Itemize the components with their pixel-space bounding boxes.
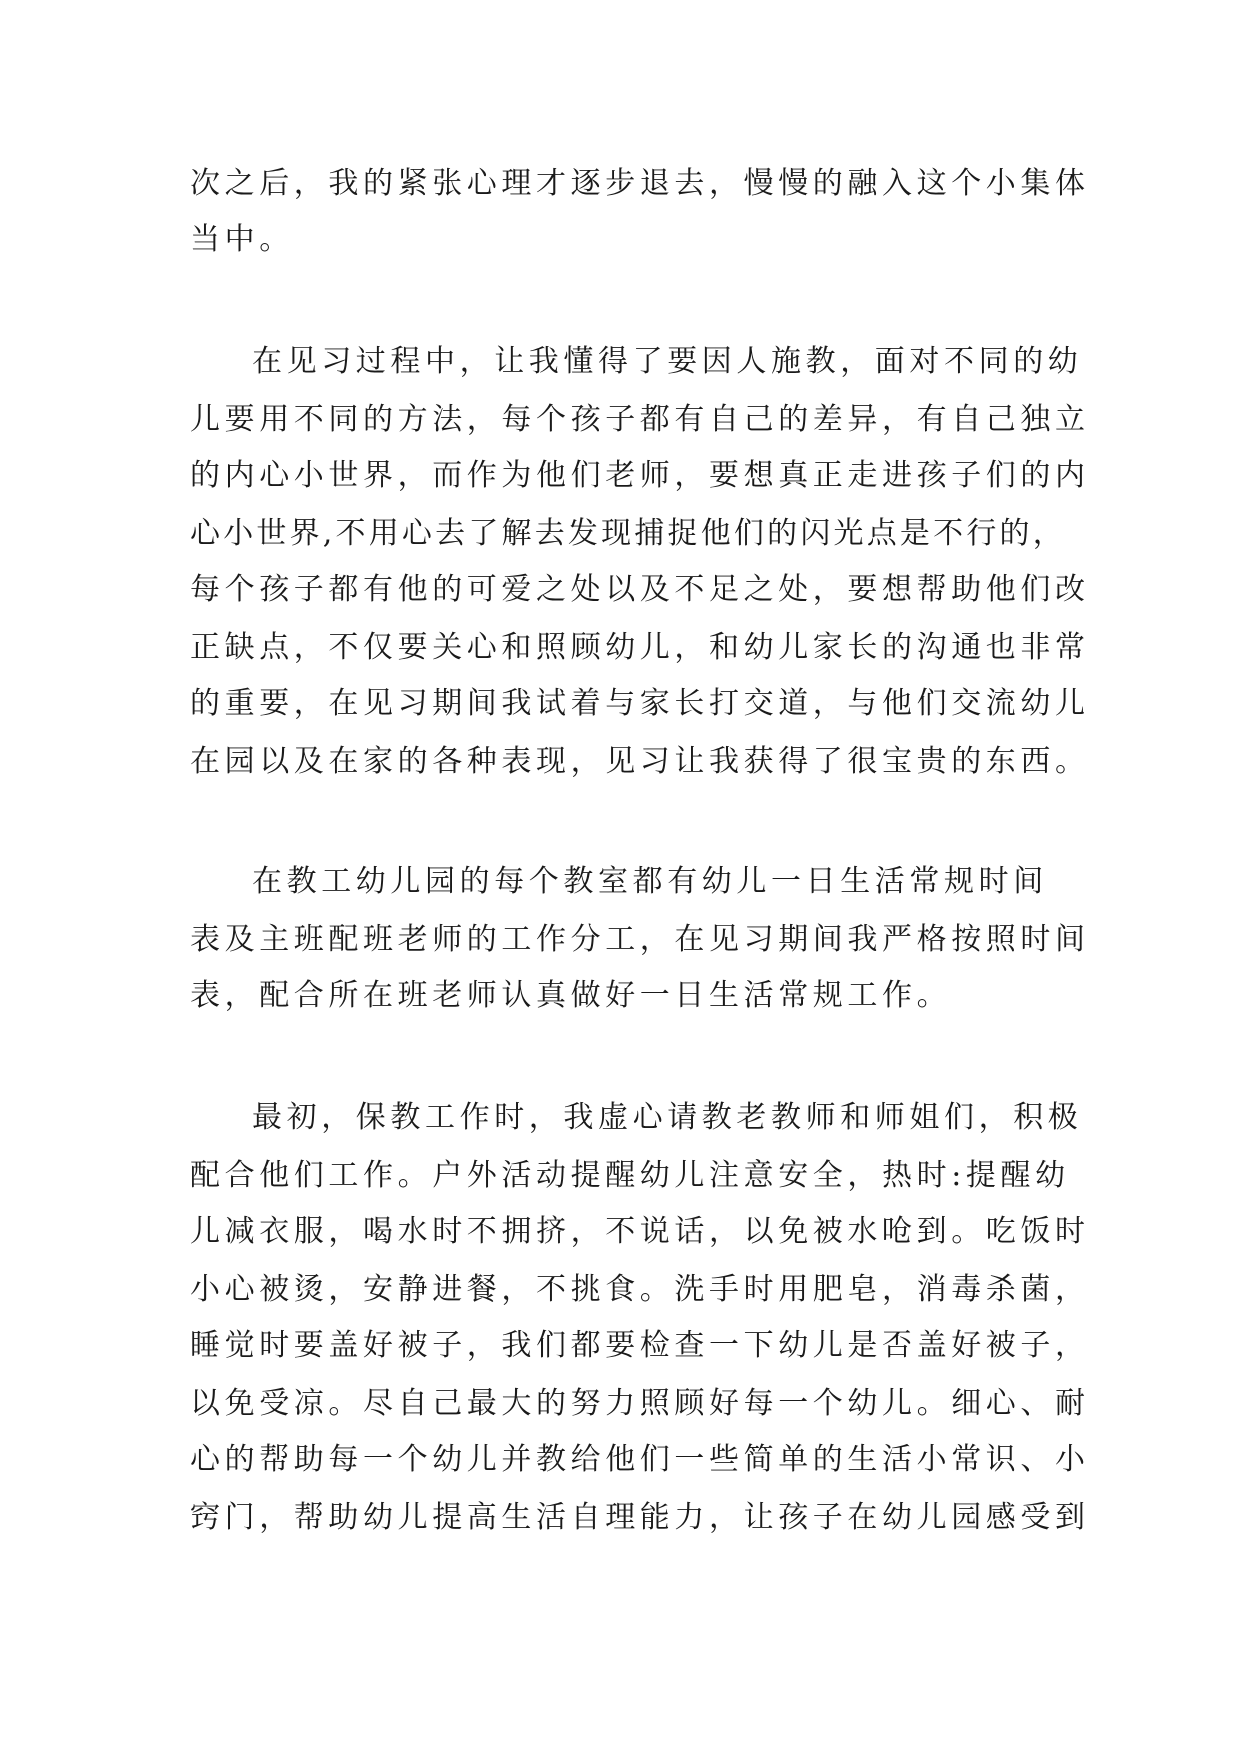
text-line: 在园以及在家的各种表现，见习让我获得了很宝贵的东西。 (190, 744, 1090, 779)
text-line: 小心被烫，安静进餐，不挑食。洗手时用肥皂，消毒杀菌， (190, 1272, 1090, 1307)
text-line: 心小世界,不用心去了解去发现捕捉他们的闪光点是不行的， (190, 516, 1066, 551)
text-line: 心的帮助每一个幼儿并教给他们一些简单的生活小常识、小 (190, 1442, 1090, 1477)
text-line: 以免受凉。尽自己最大的努力照顾好每一个幼儿。细心、耐 (190, 1386, 1090, 1421)
text-line: 在见习过程中，让我懂得了要因人施教，面对不同的幼 (252, 344, 1083, 379)
text-line: 每个孩子都有他的可爱之处以及不足之处，要想帮助他们改 (190, 572, 1090, 607)
text-line: 当中。 (190, 222, 294, 257)
text-line: 儿减衣服，喝水时不拥挤，不说话，以免被水呛到。吃饭时 (190, 1214, 1090, 1249)
text-line: 次之后，我的紧张心理才逐步退去，慢慢的融入这个小集体 (190, 166, 1090, 201)
text-line: 正缺点，不仅要关心和照顾幼儿，和幼儿家长的沟通也非常 (190, 630, 1090, 665)
text-line: 配合他们工作。户外活动提醒幼儿注意安全，热时:提醒幼 (190, 1158, 1070, 1193)
text-line: 在教工幼儿园的每个教室都有幼儿一日生活常规时间 (252, 864, 1048, 899)
text-line: 窍门，帮助幼儿提高生活自理能力，让孩子在幼儿园感受到 (190, 1500, 1090, 1535)
text-line: 睡觉时要盖好被子，我们都要检查一下幼儿是否盖好被子， (190, 1328, 1090, 1363)
text-line: 表及主班配班老师的工作分工，在见习期间我严格按照时间 (190, 922, 1090, 957)
text-line: 最初，保教工作时，我虚心请教老教师和师姐们，积极 (252, 1100, 1083, 1135)
text-line: 表，配合所在班老师认真做好一日生活常规工作。 (190, 978, 952, 1013)
text-line: 儿要用不同的方法，每个孩子都有自己的差异，有自己独立 (190, 402, 1090, 437)
text-line: 的内心小世界，而作为他们老师，要想真正走进孩子们的内 (190, 458, 1090, 493)
text-line: 的重要，在见习期间我试着与家长打交道，与他们交流幼儿 (190, 686, 1090, 721)
